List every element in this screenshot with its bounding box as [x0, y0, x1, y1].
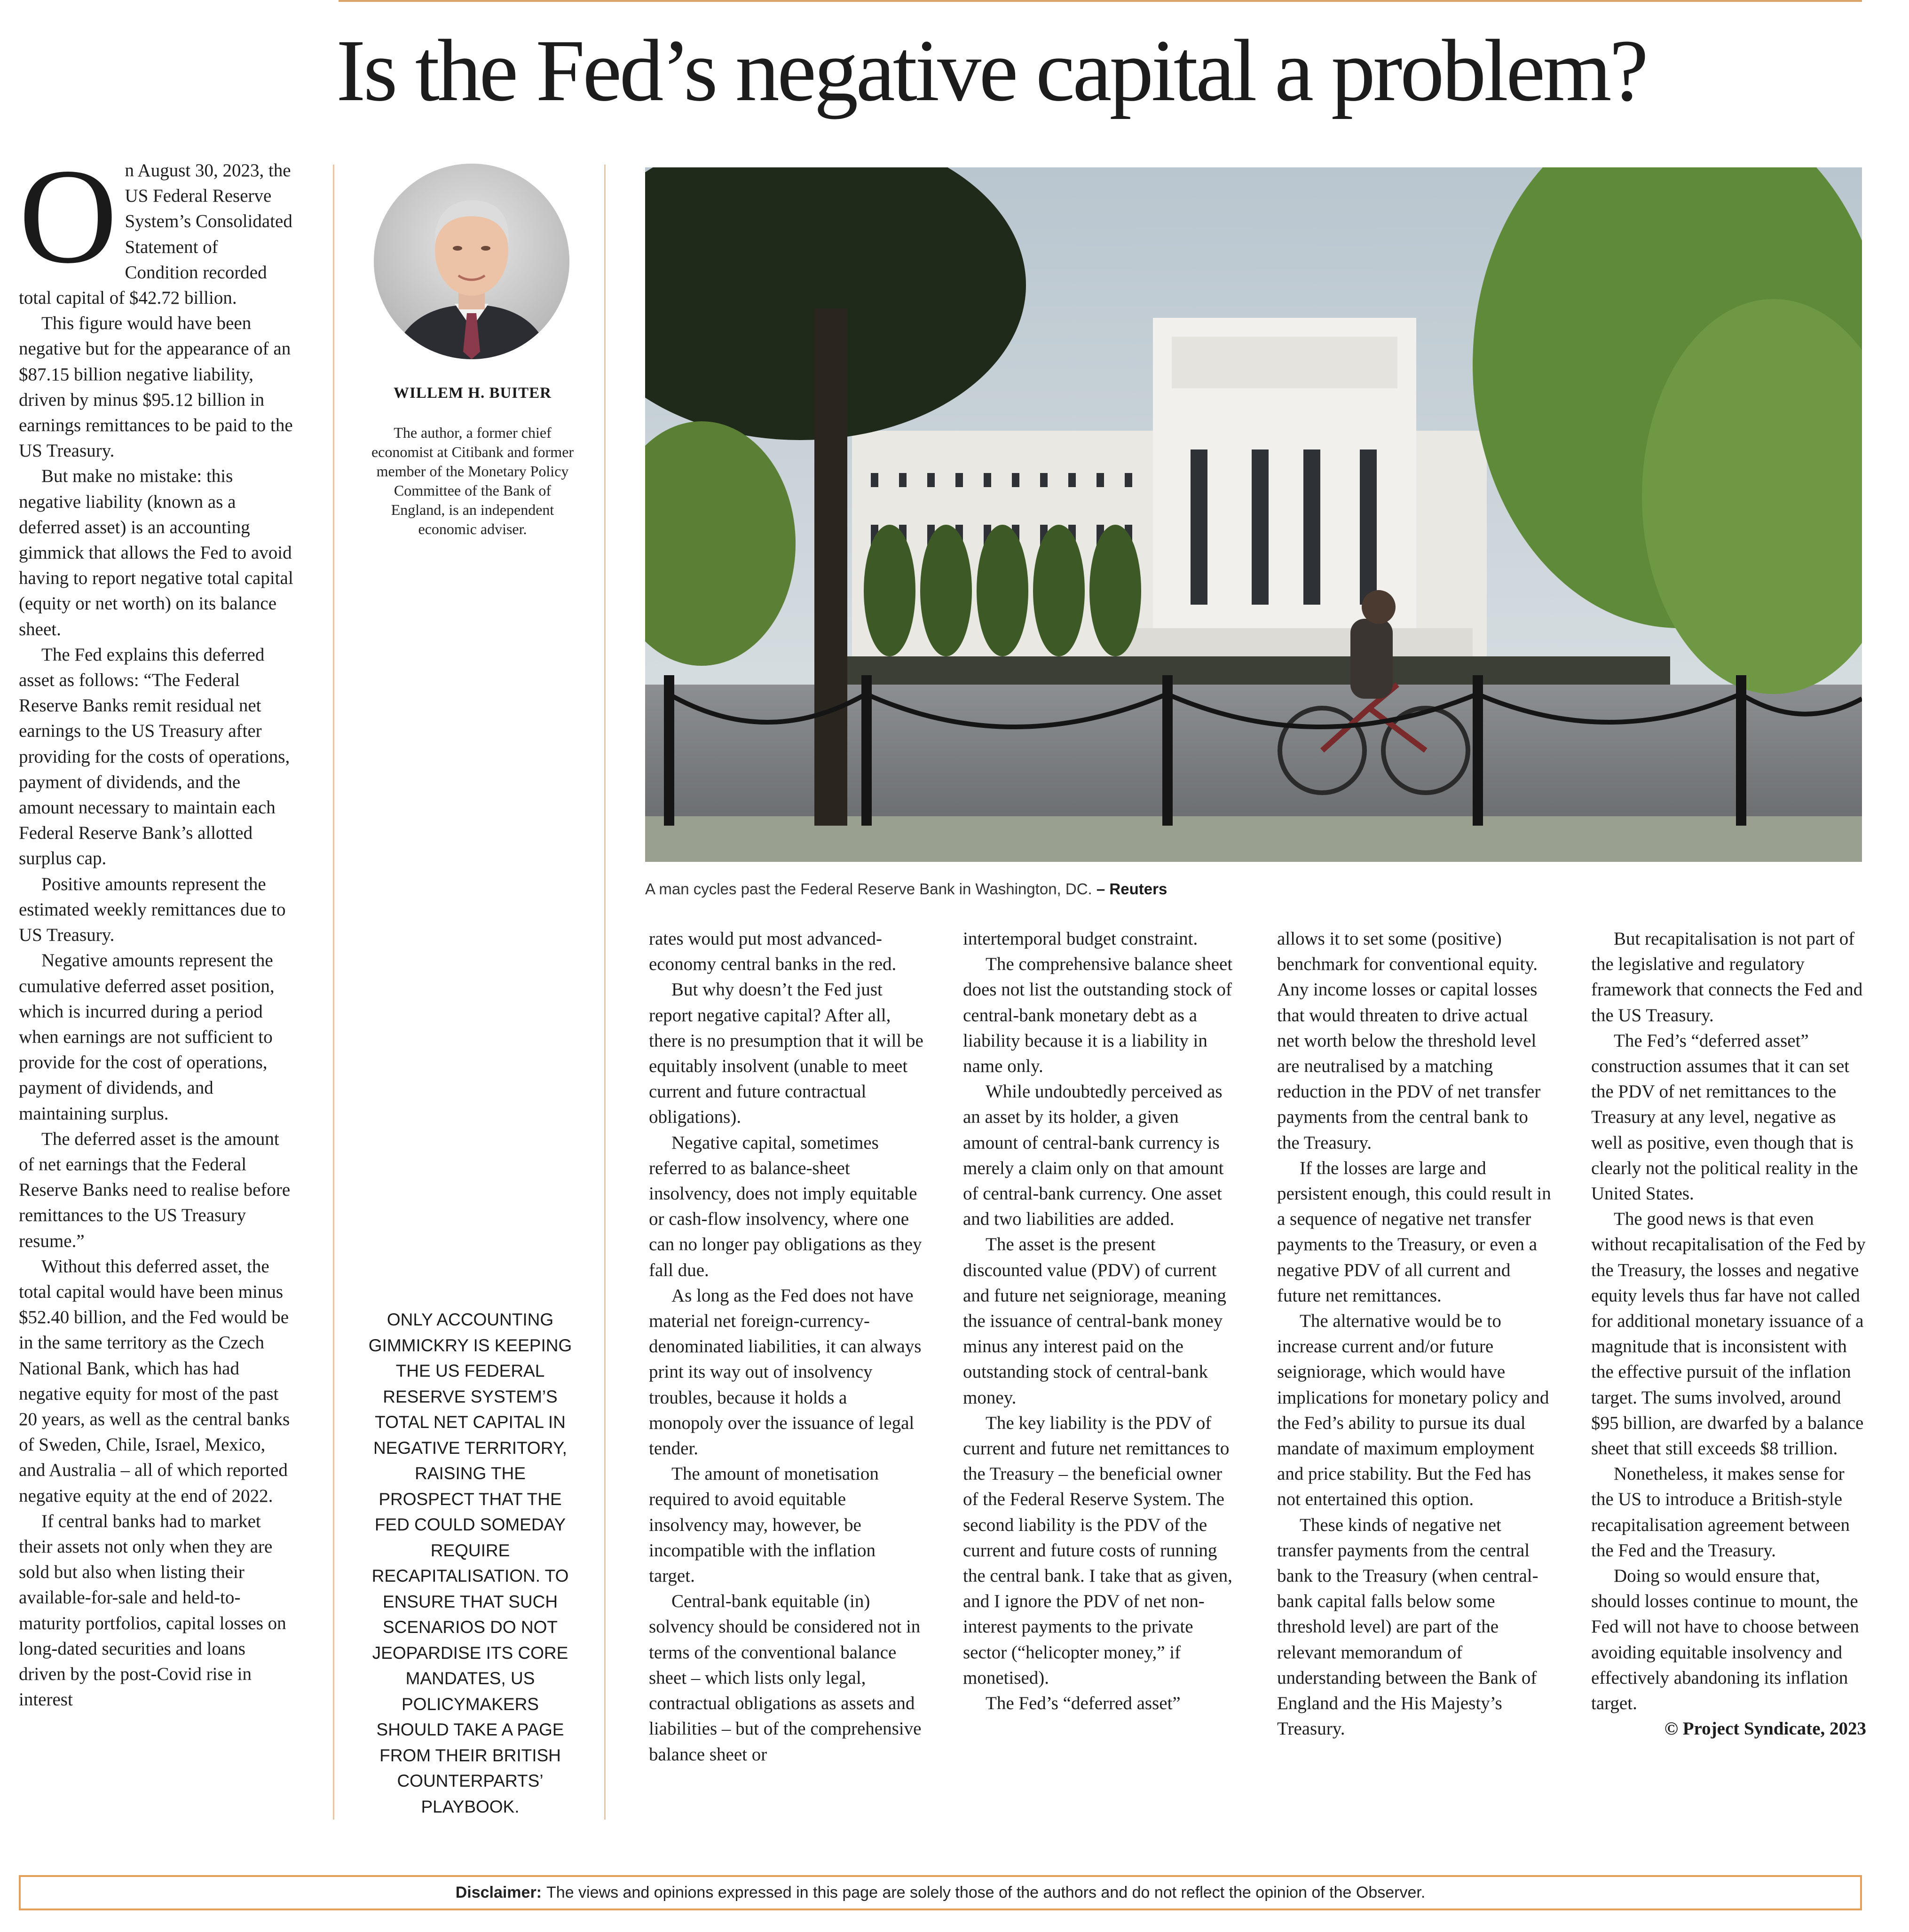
- author-name: WILLEM H. BUITER: [394, 385, 552, 402]
- paragraph: This figure would have been negative but for the appearance of an $87.15 billion negative liability, driven by minus $95.12 billion in earnings remittances to be paid to the US Treasury.: [19, 313, 293, 461]
- paragraph: Negative capital, sometimes referred to as balance-sheet insolvency, does not imply equitable or cash-flow insolvency, where one can no longer pay obligations as they fall due.: [649, 1132, 922, 1280]
- paragraph-continued: rates would put most advanced-economy central banks in the red.: [649, 929, 897, 975]
- paragraph: The key liability is the PDV of current and future net remittances to the Treasury – the beneficial owner of the Federal Reserve System. The second liability is the PDV of the current and future costs of running the central bank. I take that as given, and I ignore the PDV of net non-interest payments to the private sector (“helicopter money,” if monetised).: [963, 1412, 1232, 1688]
- paragraph: The amount of monetisation required to avoid equitable insolvency may, however, be incompatible with the inflation target.: [649, 1464, 879, 1586]
- caption-text: A man cycles past the Federal Reserve Bank in Washington, DC.: [645, 880, 1092, 898]
- paragraph: Without this deferred asset, the total capital would have been minus $52.40 billion, and the Fed would be in the same territory as the Czech National Bank, which has had negative equity for most of the past 20 years, as well as the central banks of Sweden, Chile, Israel, Mexico, and Australia – all of which reported negative equity at the end of 2022.: [19, 1256, 290, 1506]
- headline: Is the Fed’s negative capital a problem?: [336, 21, 1647, 119]
- column-divider: [604, 165, 606, 1820]
- article-column-3: [649, 926, 924, 1767]
- disclaimer-text: The views and opinions expressed in this page are solely those of the authors and do not reflect the opinion of the Observer.: [546, 1884, 1426, 1901]
- paragraph: The Fed’s “deferred asset” construction assumes that it can set the PDV of net remittances to the Treasury at any level, negative as well as positive, even though that is clearly not the political reality in the United States.: [1591, 1030, 1858, 1204]
- author-bio: The author, a former chief economist at Citibank and former member of the Monetary Policy Committee of the Bank of England, is an independent economic adviser.: [371, 424, 574, 537]
- paragraph: The good news is that even without recapitalisation of the Fed by the Treasury, the losses and negative equity levels thus far have not called for additional monetary issuance of a magnitude that is inconsistent with the effective pursuit of the inflation target. The sums involved, around $95 billion, are dwarfed by a balance sheet that still exceeds $8 trillion.: [1591, 1209, 1866, 1459]
- article-column-5: [1277, 926, 1552, 1742]
- paragraph: The Fed explains this deferred asset as follows: “The Federal Reserve Banks remit residual net earnings to the US Treasury after providing for the costs of operations, payment of dividends, and the amount necessary to maintain each Federal Reserve Bank’s allotted surplus cap.: [19, 644, 290, 869]
- paragraph: Central-bank equitable (in) solvency should be considered not in terms of the conventional balance sheet – which lists only legal, contractual obligations as assets and liabilities – but of the comprehensive balance sheet or: [649, 1591, 922, 1765]
- paragraph: Doing so would ensure that, should losses continue to mount, the Fed will not have to choose between avoiding equitable insolvency and effectively abandoning its inflation target.: [1591, 1566, 1859, 1714]
- paragraph: The comprehensive balance sheet does not list the outstanding stock of central-bank monetary debt as a liability because it is a liability in name only.: [963, 954, 1233, 1077]
- column-divider: [333, 165, 334, 1820]
- article-column-6: [1591, 926, 1866, 1742]
- drop-cap: O: [19, 141, 118, 292]
- federal-reserve-photo: [645, 167, 1862, 862]
- paragraph: But make no mistake: this negative liability (known as a deferred asset) is an accounting gimmick that allows the Fed to avoid having to report negative total capital (equity or net worth) on its balance sheet.: [19, 466, 293, 639]
- paragraph-continued: allows it to set some (positive) benchmark for conventional equity. Any income losses or capital losses that would threaten to drive actual net worth below the threshold level are neutralised by a matching reduction in the PDV of net transfer payments from the central bank to the Treasury.: [1277, 929, 1541, 1153]
- lead-text: n August 30, 2023, the US Federal Reserve System’s Consolidated Statement of Condition recorded total capital of $42.72 billion.: [19, 160, 292, 308]
- paragraph: These kinds of negative net transfer payments from the central bank to the Treasury (when central-bank capital falls below some threshold level) are part of the relevant memorandum of understanding between the Bank of England and the His Majesty’s Treasury.: [1277, 1514, 1538, 1739]
- disclaimer-box: [19, 1875, 1862, 1910]
- author-portrait: [374, 164, 569, 359]
- paragraph: The alternative would be to increase current and/or future seigniorage, which would have implications for monetary policy and the Fed’s ability to pursue its dual mandate of maximum employment and price stability. But the Fed has not entertained this option.: [1277, 1311, 1549, 1510]
- disclaimer-label: Disclaimer:: [455, 1884, 542, 1901]
- paragraph: If central banks had to market their assets not only when they are sold but also when listing their available-for-sale and held-to-maturity portfolios, capital losses on long-dated securities and loans driven by the post-Covid rise in interest: [19, 1511, 286, 1710]
- paragraph: The asset is the present discounted value (PDV) of current and future net seigniorage, meaning the issuance of central-bank money minus any interest paid on the outstanding stock of central-bank money.: [963, 1234, 1226, 1408]
- photo-caption: [645, 880, 1167, 898]
- photo-credit: – Reuters: [1096, 880, 1167, 898]
- paragraph: But why doesn’t the Fed just report negative capital? After all, there is no presumption that it will be equitably insolvent (unable to meet current and future contractual obligations).: [649, 979, 923, 1128]
- paragraph-continued: intertemporal budget constraint.: [963, 929, 1198, 949]
- paragraph: Positive amounts represent the estimated weekly remittances due to US Treasury.: [19, 874, 286, 946]
- paragraph: Negative amounts represent the cumulative deferred asset position, which is incurred during a period when earnings are not sufficient to provide for the cost of operations, payment of dividends, and maintaining surplus.: [19, 950, 275, 1124]
- paragraph: Nonetheless, it makes sense for the US to introduce a British-style recapitalisation agreement between the Fed and the Treasury.: [1591, 1464, 1850, 1561]
- paragraph: The deferred asset is the amount of net earnings that the Federal Reserve Banks need to realise before remittances to the US Treasury resume.”: [19, 1128, 291, 1251]
- copyright-notice: © Project Syndicate, 2023: [1664, 1719, 1866, 1739]
- lead-paragraph: [19, 141, 294, 311]
- paragraph: As long as the Fed does not have material net foreign-currency-denominated liabilities, it can always print its way out of insolvency troubles, because it holds a monopoly over the issuance of legal tender.: [649, 1285, 922, 1459]
- pull-quote: ONLY ACCOUNTING GIMMICKRY IS KEEPING THE US FEDERAL RESERVE SYSTEM’S TOTAL NET CAPITAL IN NEGATIVE TERRITORY, RAISING THE PROSPECT THAT THE FED COULD SOMEDAY REQUIRE RECAPITALISATION. TO ENSURE THAT SUCH SCENARIOS DO NOT JEOPARDISE ITS CORE MANDATES, US POLICYMAKERS SHOULD TAKE A PAGE FROM THEIR BRITISH COUNTERPARTS’ PLAYBOOK.: [368, 1310, 572, 1816]
- paragraph: If the losses are large and persistent enough, this could result in a sequence of negative net transfer payments to the Treasury, or even a negative PDV of all current and future net remittances.: [1277, 1158, 1551, 1306]
- paragraph: The Fed’s “deferred asset”: [986, 1693, 1181, 1714]
- article-column-4: [963, 926, 1238, 1716]
- paragraph: But recapitalisation is not part of the legislative and regulatory framework that connects the Fed and the US Treasury.: [1591, 929, 1863, 1025]
- article-column-1: [19, 141, 294, 1712]
- top-rule: [339, 0, 1862, 2]
- paragraph: While undoubtedly perceived as an asset by its holder, a given amount of central-bank currency is merely a claim only on that amount of central-bank currency. One asset and two liabilities are added.: [963, 1081, 1224, 1230]
